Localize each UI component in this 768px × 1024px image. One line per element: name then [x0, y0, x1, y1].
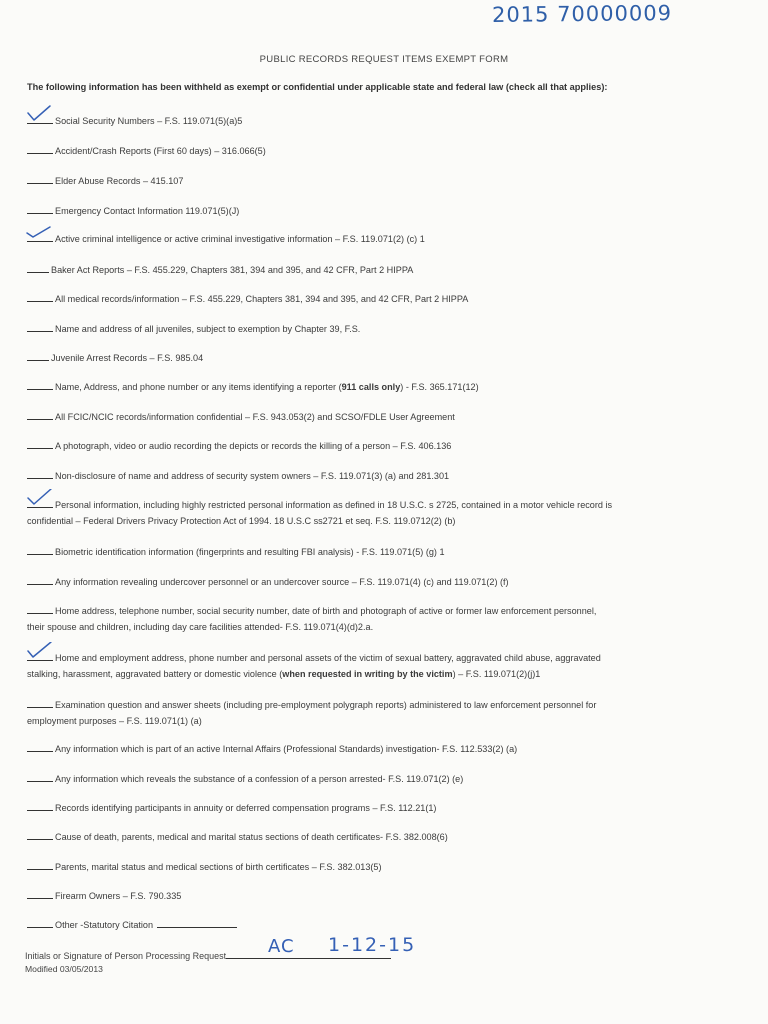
- check-mark-icon: [25, 642, 53, 660]
- exempt-item[interactable]: [27, 173, 727, 190]
- check-blank[interactable]: [27, 801, 53, 811]
- check-mark-icon: [25, 105, 53, 123]
- check-blank[interactable]: [27, 469, 53, 479]
- handwritten-initials: AC: [268, 936, 295, 957]
- exempt-item[interactable]: [27, 113, 727, 130]
- item-text: Non-disclosure of name and address of security system owners – F.S. 119.071(3) (a) and 281.301: [55, 471, 450, 481]
- item-text: Active criminal intelligence or active criminal investigative information – F.S. 119.071(2) (c) 1: [55, 234, 425, 244]
- exempt-item[interactable]: [27, 771, 727, 788]
- check-blank[interactable]: [27, 204, 53, 214]
- item-text-continued: employment purposes – F.S. 119.071(1) (a): [27, 716, 202, 726]
- item-text: Personal information, including highly restricted personal information as defined in 18 U.S.C. s 2725, contained in a motor vehicle record is: [55, 500, 613, 510]
- exempt-item[interactable]: [27, 468, 727, 485]
- exempt-item[interactable]: [27, 143, 727, 160]
- item-text: Home and employment address, phone number and personal assets of the victim of sexual battery, aggravated child abuse, aggravated: [55, 653, 601, 663]
- check-blank[interactable]: [27, 772, 53, 782]
- check-blank[interactable]: [27, 698, 53, 708]
- exempt-item[interactable]: [27, 438, 727, 455]
- exempt-item[interactable]: [27, 291, 727, 308]
- item-text: Name and address of all juveniles, subject to exemption by Chapter 39, F.S.: [55, 324, 361, 334]
- item-text: Parents, marital status and medical sections of birth certificates – F.S. 382.013(5): [55, 862, 382, 872]
- check-blank[interactable]: [27, 351, 49, 361]
- item-text: Name, Address, and phone number or any items identifying a reporter (: [55, 382, 342, 392]
- item-text-continued: their spouse and children, including day care facilities attended- F.S. 119.071(4)(d)2.a.: [27, 622, 374, 632]
- check-blank[interactable]: [27, 860, 53, 870]
- check-blank[interactable]: [27, 889, 53, 899]
- modified-date: Modified 03/05/2013: [25, 964, 103, 974]
- check-blank[interactable]: [27, 322, 53, 332]
- check-blank[interactable]: [27, 604, 53, 614]
- item-text: Firearm Owners – F.S. 790.335: [55, 891, 182, 901]
- item-text: Home address, telephone number, social security number, date of birth and photograph of active or former law enforcement personnel,: [55, 606, 597, 616]
- exempt-item[interactable]: [27, 321, 727, 338]
- check-blank[interactable]: [27, 410, 53, 420]
- item-text-bold: when requested in writing by the victim: [282, 669, 453, 679]
- check-mark-icon: [25, 489, 53, 507]
- item-text: ) - F.S. 365.171(12): [400, 382, 479, 392]
- check-blank[interactable]: [27, 439, 53, 449]
- item-text: Examination question and answer sheets (including pre-employment polygraph reports) administered to law enforcement personnel for: [55, 700, 597, 710]
- item-text: Baker Act Reports – F.S. 455.229, Chapters 381, 394 and 395, and 42 CFR, Part 2 HIPPA: [51, 265, 414, 275]
- exempt-item[interactable]: [27, 231, 727, 248]
- exempt-item[interactable]: [27, 603, 727, 635]
- exempt-item[interactable]: [27, 203, 727, 220]
- exempt-item[interactable]: [27, 741, 727, 758]
- item-text-continued: confidential – Federal Drivers Privacy Protection Act of 1994. 18 U.S.C ss2721 et seq. F.S. 119.0712(2) (b): [27, 516, 456, 526]
- item-text: Any information which reveals the substance of a confession of a person arrested- F.S. 119.071(2) (e): [55, 774, 464, 784]
- exempt-item[interactable]: [27, 650, 727, 682]
- item-text: All FCIC/NCIC records/information confidential – F.S. 943.053(2) and SCSO/FDLE User Agreement: [55, 412, 455, 422]
- exempt-item[interactable]: [27, 497, 727, 529]
- exempt-item[interactable]: [27, 859, 727, 876]
- item-text: Any information revealing undercover personnel or an undercover source – F.S. 119.071(4) (c) and 119.071(2) (f): [55, 577, 509, 587]
- item-text-bold: 911 calls only: [341, 382, 401, 392]
- item-text: Accident/Crash Reports (First 60 days) – 316.066(5): [55, 146, 266, 156]
- check-blank[interactable]: [27, 114, 53, 124]
- check-blank[interactable]: [27, 918, 53, 928]
- check-blank[interactable]: [27, 651, 53, 661]
- exempt-item[interactable]: [27, 697, 727, 729]
- exempt-item[interactable]: [27, 917, 727, 934]
- form-title: PUBLIC RECORDS REQUEST ITEMS EXEMPT FORM: [259, 54, 509, 65]
- check-blank[interactable]: [27, 742, 53, 752]
- check-blank[interactable]: [27, 174, 53, 184]
- handwritten-request-number: 2015 70000009: [491, 1, 673, 27]
- item-text: Social Security Numbers – F.S. 119.071(5)(a)5: [55, 116, 243, 126]
- item-text: A photograph, video or audio recording the depicts or records the killing of a person – F.S. 406.136: [55, 441, 452, 451]
- signature-label: Initials or Signature of Person Processing Request: [25, 951, 227, 961]
- item-text: Other -Statutory Citation: [55, 920, 154, 930]
- check-blank[interactable]: [27, 144, 53, 154]
- check-mark-icon: [25, 223, 53, 241]
- check-blank[interactable]: [27, 575, 53, 585]
- check-blank[interactable]: [27, 830, 53, 840]
- item-text-continued: stalking, harassment, aggravated battery or domestic violence (: [27, 669, 283, 679]
- check-blank[interactable]: [27, 545, 53, 555]
- exempt-item[interactable]: [27, 829, 727, 846]
- check-blank[interactable]: [27, 292, 53, 302]
- statutory-citation-line[interactable]: [157, 918, 237, 928]
- item-text: Juvenile Arrest Records – F.S. 985.04: [51, 353, 204, 363]
- item-text-continued: ) – F.S. 119.071(2)(j)1: [452, 669, 541, 679]
- exempt-item[interactable]: [27, 888, 727, 905]
- item-text: Any information which is part of an active Internal Affairs (Professional Standards) investigation- F.S. 112.533(2) (a): [55, 744, 518, 754]
- exempt-item[interactable]: [27, 409, 727, 426]
- form-intro: The following information has been withheld as exempt or confidential under applicable state and federal law (check all that applies):: [27, 82, 608, 92]
- check-blank[interactable]: [27, 380, 53, 390]
- exempt-item[interactable]: [27, 544, 727, 561]
- exempt-item[interactable]: [27, 379, 727, 396]
- exempt-item[interactable]: [27, 574, 727, 591]
- item-text: All medical records/information – F.S. 455.229, Chapters 381, 394 and 395, and 42 CFR, Part 2 HIPPA: [55, 294, 469, 304]
- item-text: Cause of death, parents, medical and marital status sections of death certificates- F.S. 382.008(6): [55, 832, 448, 842]
- exempt-item[interactable]: [27, 262, 727, 279]
- item-text: Biometric identification information (fingerprints and resulting FBI analysis) - F.S. 119.071(5) (g) 1: [55, 547, 445, 557]
- check-blank[interactable]: [27, 263, 49, 273]
- item-text: Emergency Contact Information 119.071(5)(J): [55, 206, 240, 216]
- exempt-item[interactable]: [27, 800, 727, 817]
- check-blank[interactable]: [27, 498, 53, 508]
- item-text: Records identifying participants in annuity or deferred compensation programs – F.S. 112.21(1): [55, 803, 437, 813]
- check-blank[interactable]: [27, 232, 53, 242]
- item-text: Elder Abuse Records – 415.107: [55, 176, 184, 186]
- handwritten-date: 1-12-15: [328, 934, 417, 956]
- exempt-item[interactable]: [27, 350, 727, 367]
